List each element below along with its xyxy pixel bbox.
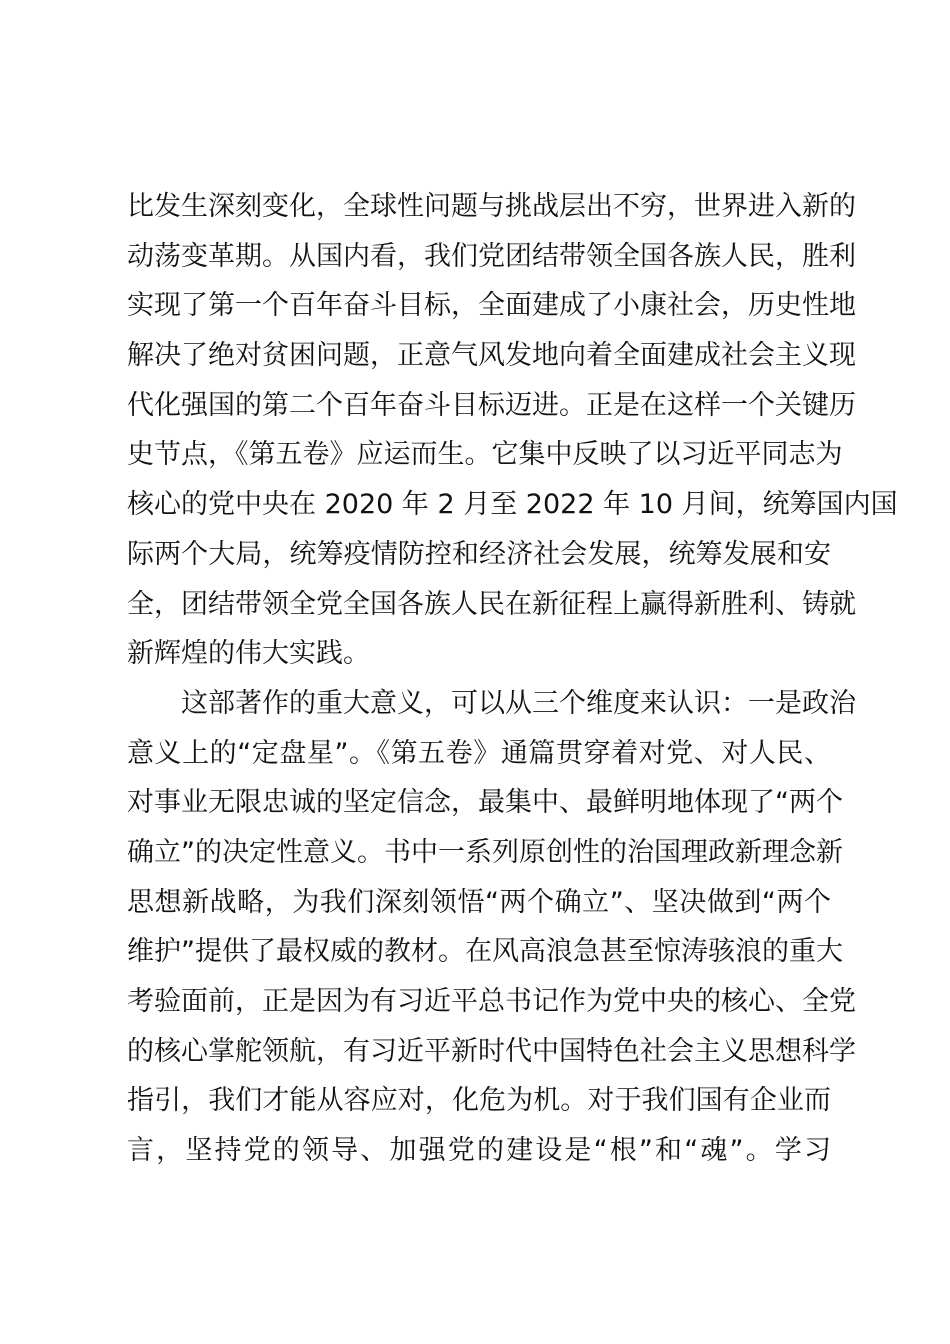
- text-line: 核心的党中央在 2020 年 2 月至 2022 年 10 月间，统筹国内国: [127, 489, 898, 521]
- text-line: 动荡变革期。从国内看，我们党团结带领全国各族人民，胜利: [127, 240, 856, 272]
- text-line: 维护”提供了最权威的教材。在风高浪急甚至惊涛骇浪的重大: [127, 936, 843, 968]
- document-body: [127, 186, 898, 1180]
- text-line: 全，团结带领全党全国各族人民在新征程上赢得新胜利、铸就: [127, 588, 856, 620]
- text-line: 史节点，《第五卷》应运而生。它集中反映了以习近平同志为: [127, 439, 843, 471]
- text-line: 代化强国的第二个百年奋斗目标迈进。正是在这样一个关键历: [127, 389, 856, 421]
- text-line: 际两个大局，统筹疫情防控和经济社会发展，统筹发展和安: [127, 538, 831, 570]
- text-line: 实现了第一个百年奋斗目标，全面建成了小康社会，历史性地: [127, 290, 856, 322]
- text-line: 新辉煌的伟大实践。: [127, 638, 370, 670]
- text-line: 比发生深刻变化，全球性问题与挑战层出不穷，世界进入新的: [127, 191, 856, 222]
- text-line: 确立”的决定性意义。书中一系列原创性的治国理政新理念新: [127, 836, 843, 868]
- text-line: 解决了绝对贫困问题，正意气风发地向着全面建成社会主义现: [127, 340, 856, 372]
- text-line: 指引，我们才能从容应对，化危为机。对于我们国有企业而: [127, 1085, 831, 1117]
- text-line: 意义上的“定盘星”。《第五卷》通篇贯穿着对党、对人民、: [127, 737, 831, 769]
- text-line: 言，坚持党的领导、加强党的建设是“根”和“魂”。学习: [127, 1135, 831, 1167]
- text-line: 这部著作的重大意义，可以从三个维度来认识：一是政治: [181, 687, 856, 719]
- text-line: 考验面前，正是因为有习近平总书记作为党中央的核心、全党: [127, 986, 856, 1017]
- paragraph-1: [127, 186, 898, 683]
- text-line: 对事业无限忠诚的坚定信念，最集中、最鲜明地体现了“两个: [127, 787, 843, 819]
- text-line: 思想新战略，为我们深刻领悟“两个确立”、坚决做到“两个: [127, 886, 831, 918]
- paragraph-2: [127, 683, 856, 1180]
- text-line: 的核心掌舵领航，有习近平新时代中国特色社会主义思想科学: [127, 1035, 856, 1067]
